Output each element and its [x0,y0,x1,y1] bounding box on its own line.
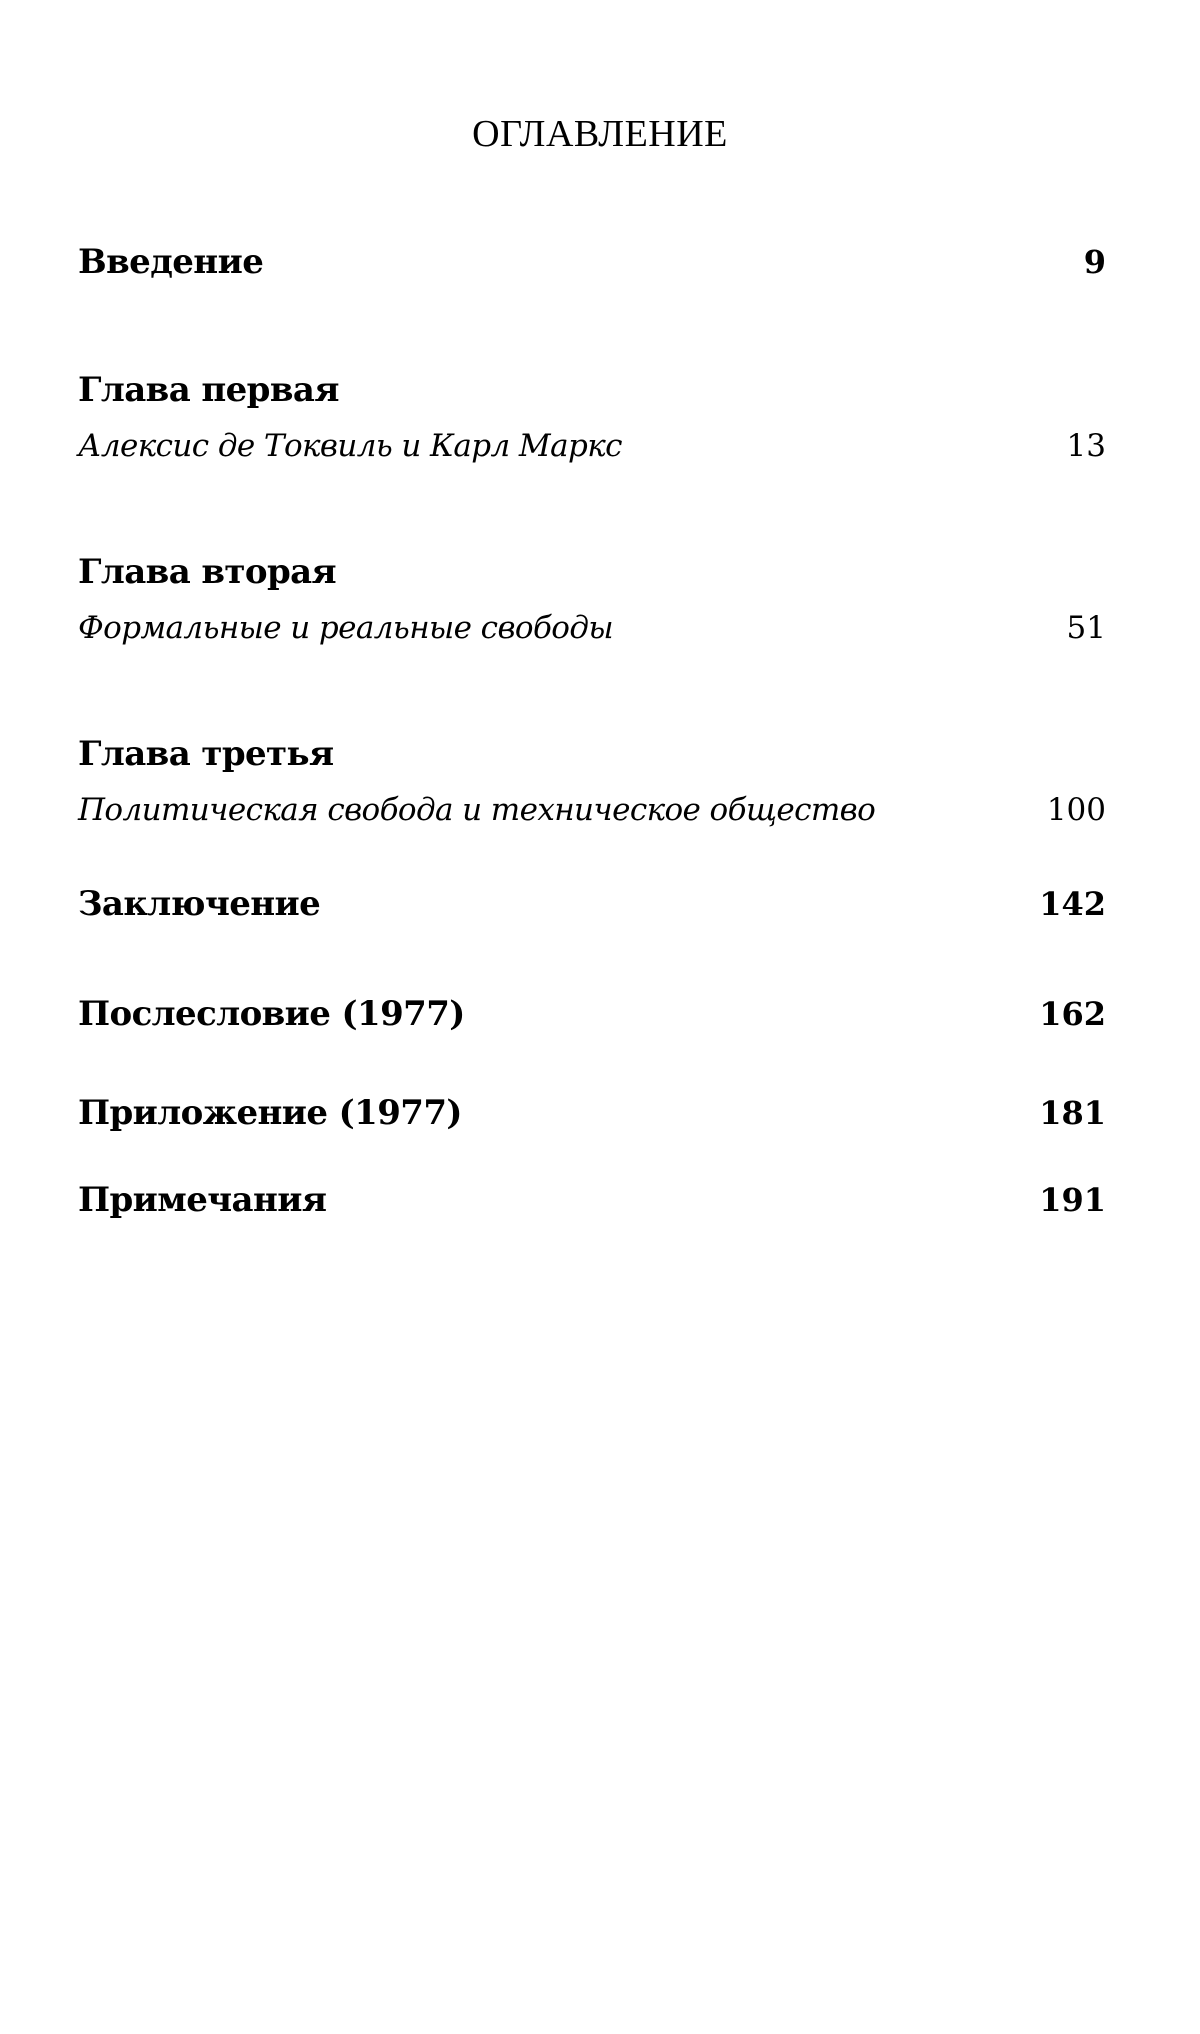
toc-entry-heading: Глава третья [78,734,334,774]
toc-entry-chapter-2[interactable] [78,552,1106,646]
toc-entry-notes[interactable] [78,1180,1106,1220]
toc-entry-subtitle: Формальные и реальные свободы [78,610,614,646]
toc-entry-appendix[interactable] [78,1093,1106,1133]
toc-entry-heading: Глава вторая [78,552,337,592]
toc-entry-page-number: 162 [1039,995,1106,1033]
toc-entry-heading: Введение [78,242,264,282]
toc-entry-page-number: 51 [1066,610,1106,646]
toc-entry-heading: Послесловие (1977) [78,994,465,1034]
toc-entry-heading: Приложение (1977) [78,1093,462,1133]
toc-entry-heading: Глава первая [78,370,339,410]
toc-entry-heading: Заключение [78,884,321,924]
toc-entry-conclusion[interactable] [78,884,1106,924]
toc-entry-heading: Примечания [78,1180,327,1220]
toc-entry-chapter-1[interactable] [78,370,1106,464]
toc-entry-subtitle: Алексис де Токвиль и Карл Маркс [78,428,622,464]
toc-entry-chapter-3[interactable] [78,734,1106,828]
page-title: ОГЛАВЛЕНИЕ [472,113,728,155]
toc-entry-page-number: 191 [1039,1181,1106,1219]
toc-entry-page-number: 181 [1039,1094,1106,1132]
toc-entry-page-number: 100 [1046,792,1106,828]
toc-entry-subtitle: Политическая свобода и техническое общество [78,792,876,828]
toc-entry-page-number: 9 [1083,243,1106,281]
toc-entry-page-number: 142 [1039,885,1106,923]
toc-entry-afterword[interactable] [78,994,1106,1034]
toc-entry-page-number: 13 [1066,428,1106,464]
toc-entry-introduction[interactable] [78,242,1106,282]
